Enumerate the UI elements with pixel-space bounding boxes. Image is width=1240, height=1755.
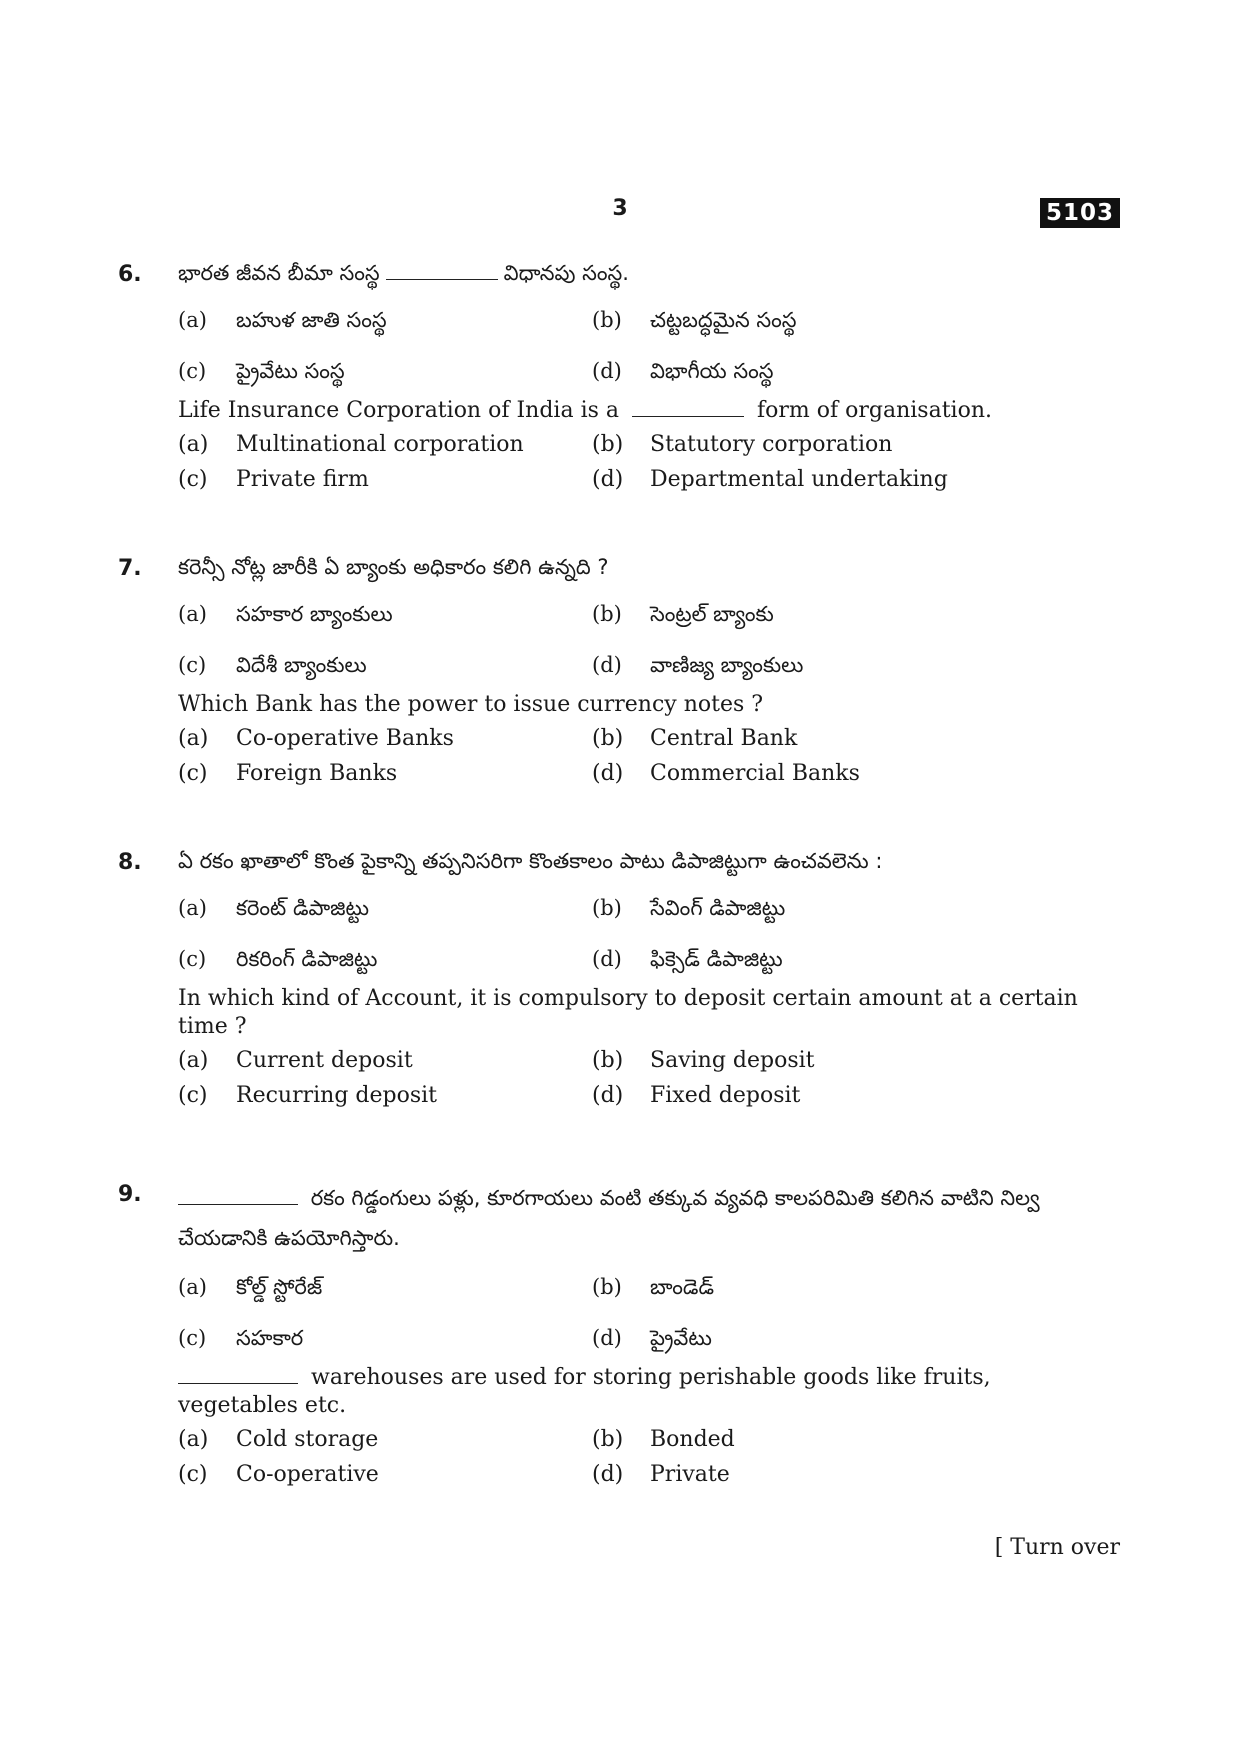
- options-telugu: [178, 305, 1078, 407]
- question-text-english: warehouses are used for storing perishable goods like fruits, vegetables etc.: [178, 1365, 991, 1418]
- option-c: (c) Co-operative: [178, 1462, 379, 1487]
- option-d: (d) Departmental undertaking: [592, 467, 948, 492]
- option-d: (d) విభాగీయ సంస్థ: [592, 359, 774, 383]
- option-c: (c) Private firm: [178, 467, 369, 492]
- option-b: (b) Saving deposit: [592, 1048, 815, 1073]
- option-d: (d) Fixed deposit: [592, 1083, 801, 1108]
- option-a: (a) Cold storage: [178, 1427, 379, 1452]
- question-text-telugu: ఏ రకం ఖాతాలో కొంత పైకాన్ని తప్పనిసరిగా కొంతకాలం పాటు డిపాజిట్టుగా ఉంచవలెను :: [178, 849, 883, 873]
- option-c: (c) Recurring deposit: [178, 1083, 437, 1108]
- fill-blank: [178, 1365, 298, 1384]
- options-english: [178, 1426, 1078, 1496]
- option-a: (a) Multinational corporation: [178, 432, 524, 457]
- option-d: (d) Commercial Banks: [592, 761, 860, 786]
- option-d: (d) వాణిజ్య బ్యాంకులు: [592, 653, 804, 677]
- option-b: (b) చట్టబద్ధమైన సంస్థ: [592, 308, 797, 332]
- option-b: (b) Bonded: [592, 1427, 735, 1452]
- option-b: (b) సేవింగ్ డిపాజిట్టు: [592, 896, 786, 920]
- option-b: (b) Statutory corporation: [592, 432, 893, 457]
- options-telugu: [178, 599, 1078, 701]
- fill-blank: [632, 398, 744, 417]
- option-d: (d) Private: [592, 1462, 730, 1487]
- question-text-english: In which kind of Account, it is compulsory to deposit certain amount at a certain time ?: [178, 986, 1078, 1039]
- option-a: (a) Co-operative Banks: [178, 726, 454, 751]
- options-english: [178, 1047, 1078, 1117]
- option-a: (a) బహుళ జాతి సంస్థ: [178, 308, 387, 332]
- options-english: [178, 431, 1078, 501]
- option-a: (a) సహకార బ్యాంకులు: [178, 602, 393, 626]
- turn-over-note: [ Turn over: [994, 1535, 1120, 1560]
- fill-blank: [178, 1186, 298, 1205]
- paper-code-badge: 5103: [1040, 198, 1120, 228]
- option-a: (a) కోల్డ్ స్టోరేజ్: [178, 1275, 323, 1299]
- option-c: (c) సహకార: [178, 1326, 304, 1350]
- option-c: (c) Foreign Banks: [178, 761, 398, 786]
- question-text-english: Which Bank has the power to issue currency notes ?: [178, 692, 764, 717]
- option-c: (c) విదేశీ బ్యాంకులు: [178, 653, 367, 677]
- option-b: (b) బాండెడ్: [592, 1275, 715, 1299]
- question-text-telugu: కరెన్సీ నోట్ల జారీకి ఏ బ్యాంకు అధికారం కలిగి ఉన్నది ?: [178, 555, 609, 579]
- option-c: (c) ప్రైవేటు సంస్థ: [178, 359, 345, 383]
- option-d: (d) ప్రైవేటు: [592, 1326, 712, 1350]
- option-b: (b) Central Bank: [592, 726, 798, 751]
- option-c: (c) రికరింగ్ డిపాజిట్టు: [178, 947, 378, 971]
- options-english: [178, 725, 1078, 795]
- option-d: (d) ఫిక్సెడ్ డిపాజిట్టు: [592, 947, 783, 971]
- question-text-telugu: రకం గిడ్డంగులు పళ్లు, కూరగాయలు వంటి తక్కువ వ్యవధి కాలపరిమితి కలిగిన వాటిని నిల్వ చేయడానికి ఉపయోగిస్తారు.: [178, 1186, 1040, 1250]
- option-b: (b) సెంట్రల్ బ్యాంకు: [592, 602, 774, 626]
- options-telugu: [178, 1272, 1078, 1374]
- page-number: 3: [612, 196, 628, 221]
- option-a: (a) కరెంట్ డిపాజిట్టు: [178, 896, 369, 920]
- question-number: 8.: [118, 850, 142, 875]
- question-number: 6.: [118, 262, 142, 287]
- fill-blank: [386, 261, 498, 280]
- option-a: (a) Current deposit: [178, 1048, 413, 1073]
- options-telugu: [178, 893, 1078, 995]
- question-text-telugu: భారత జీవన బీమా సంస్థ విధానపు సంస్థ.: [178, 261, 629, 285]
- question-text-english: Life Insurance Corporation of India is a form of organisation.: [178, 398, 992, 423]
- question-number: 9.: [118, 1182, 142, 1207]
- question-number: 7.: [118, 556, 142, 581]
